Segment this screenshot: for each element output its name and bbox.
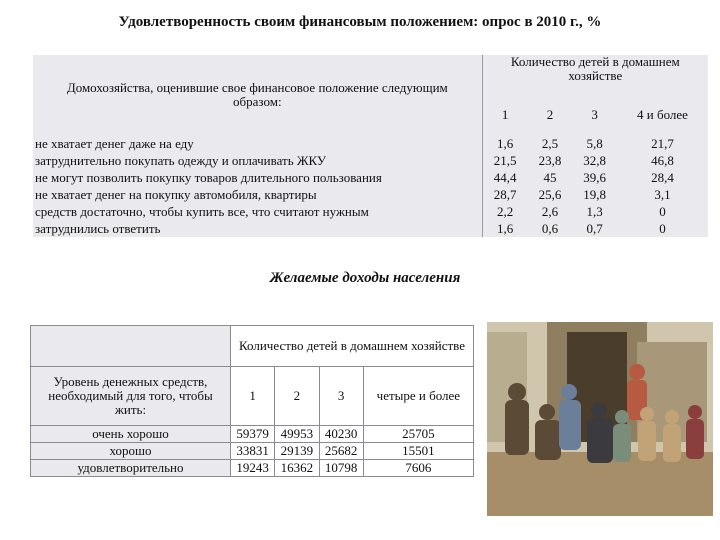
- row-label: хорошо: [31, 443, 231, 460]
- cell: 5,8: [572, 135, 617, 152]
- table-row: [31, 460, 474, 477]
- section-subtitle: Желаемые доходы населения: [269, 270, 461, 286]
- table-row: [33, 186, 708, 203]
- cell: 40230: [319, 426, 363, 443]
- table2-header-kids: Количество детей в домашнем хозяйстве: [231, 326, 474, 367]
- page-title: Удовлетворенность своим финансовым положением: опрос в 2010 г., %: [118, 14, 602, 30]
- row-label: удовлетворительно: [31, 460, 231, 477]
- table-row: [33, 169, 708, 186]
- cell: 33831: [231, 443, 275, 460]
- table-row: [33, 135, 708, 152]
- row-label: затруднились ответить: [33, 220, 482, 237]
- cell: 0: [617, 203, 708, 220]
- cell: 25705: [363, 426, 473, 443]
- cell: 2,2: [482, 203, 528, 220]
- cell: 1,6: [482, 220, 528, 237]
- row-label: не могут позволить покупку товаров длительного пользования: [33, 169, 482, 186]
- cell: 10798: [319, 460, 363, 477]
- table1-col-2: 2: [528, 95, 573, 135]
- cell: 0,7: [572, 220, 617, 237]
- cell: 7606: [363, 460, 473, 477]
- cell: 16362: [275, 460, 319, 477]
- table2-col-3: 3: [319, 367, 363, 426]
- cell: 15501: [363, 443, 473, 460]
- cell: 21,7: [617, 135, 708, 152]
- cell: 28,7: [482, 186, 528, 203]
- cell: 3,1: [617, 186, 708, 203]
- cell: 29139: [275, 443, 319, 460]
- cell: 25,6: [528, 186, 573, 203]
- cell: 39,6: [572, 169, 617, 186]
- table1-col-1: 1: [482, 95, 528, 135]
- table-row: [33, 220, 708, 237]
- cell: 0: [617, 220, 708, 237]
- table1-header-left: Домохозяйства, оценившие свое финансовое положение следующим образом:: [33, 55, 482, 135]
- family-photo-icon: [487, 322, 713, 516]
- row-label: средств достаточно, чтобы купить все, что считают нужным: [33, 203, 482, 220]
- table2-corner: [31, 326, 231, 367]
- table2-col-1: 1: [231, 367, 275, 426]
- row-label: не хватает денег даже на еду: [33, 135, 482, 152]
- cell: 1,6: [482, 135, 528, 152]
- cell: 23,8: [528, 152, 573, 169]
- table1-header-kids: Количество детей в домашнем хозяйстве: [482, 55, 708, 95]
- satisfaction-table: [33, 55, 708, 237]
- cell: 19243: [231, 460, 275, 477]
- cell: 2,5: [528, 135, 573, 152]
- cell: 46,8: [617, 152, 708, 169]
- cell: 32,8: [572, 152, 617, 169]
- cell: 1,3: [572, 203, 617, 220]
- table2-col-4: четыре и более: [363, 367, 473, 426]
- cell: 2,6: [528, 203, 573, 220]
- table1-col-3: 3: [572, 95, 617, 135]
- row-label: не хватает денег на покупку автомобиля, квартиры: [33, 186, 482, 203]
- table-row: [31, 426, 474, 443]
- cell: 59379: [231, 426, 275, 443]
- cell: 49953: [275, 426, 319, 443]
- cell: 28,4: [617, 169, 708, 186]
- desired-income-table: [30, 325, 474, 477]
- cell: 45: [528, 169, 573, 186]
- cell: 25682: [319, 443, 363, 460]
- table2-header-left: Уровень денежных средств, необходимый для того, чтобы жить:: [31, 367, 231, 426]
- table-row: [31, 443, 474, 460]
- cell: 19,8: [572, 186, 617, 203]
- row-label: затруднительно покупать одежду и оплачивать ЖКУ: [33, 152, 482, 169]
- cell: 0,6: [528, 220, 573, 237]
- family-photo: [487, 322, 713, 516]
- cell: 21,5: [482, 152, 528, 169]
- table-row: [33, 203, 708, 220]
- table2-col-2: 2: [275, 367, 319, 426]
- table-row: [33, 152, 708, 169]
- row-label: очень хорошо: [31, 426, 231, 443]
- table1-col-4: 4 и более: [617, 95, 708, 135]
- cell: 44,4: [482, 169, 528, 186]
